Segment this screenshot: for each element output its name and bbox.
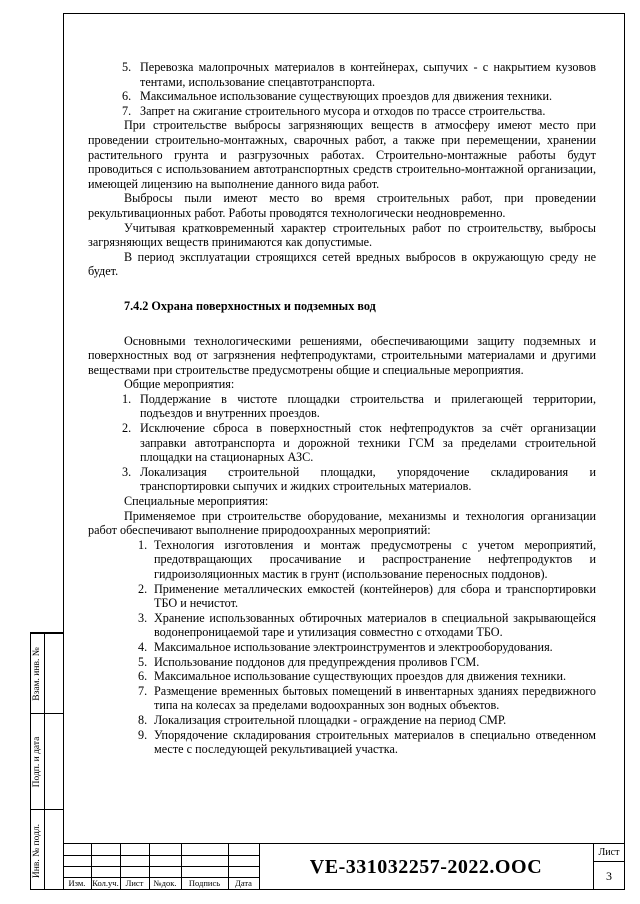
list-item-text: Упорядочение складирования строительных материалов в специально отведенном месте с последующей рекультивацией участка. [154,727,596,757]
list-item [88,465,596,494]
stamp-vzam-label: Взам. инв. № [32,646,42,701]
list-item-text: Хранение использованных обтирочных материалов в специальной закрывающейся водонепроницаемой таре и утилизация совместно с отходами ТБО. [154,610,596,640]
col-izm: Изм. [68,878,86,888]
list-item-text: Применение металлических емкостей (контейнеров) для сбора и транспортировки ТБО и нечистот. [154,581,596,611]
col-kolich: Кол.уч. [92,878,119,888]
list-item [88,684,596,713]
general-list [88,392,596,494]
list-item-text: Исключение сброса в поверхностный сток нефтепродуктов за счёт организации заправки автотранспорта и дорожной техники ГСМ за пределами строительной площадки на стационарных АЗС. [140,421,596,465]
sheet-number: 3 [606,869,612,883]
list-item [88,640,596,655]
col-data: Дата [235,878,252,888]
stamp-inv-label: Инв. № подл. [32,823,42,878]
list-item [88,669,596,684]
list-item [88,713,596,728]
section-heading: 7.4.2 Охрана поверхностных и подземных вод [124,298,376,313]
binding-stamp [30,632,63,890]
list-item-number: 1. [122,391,132,406]
list-item-text: Перевозка малопрочных материалов в контейнерах, сыпучих - с накрытием кузовов тентами, использование спецавтотранспорта. [140,60,596,89]
paragraph: В период эксплуатации строящихся сетей вредных выбросов в окружающую среду не будет. [88,249,596,279]
stamp-podp-label: Подп. и дата [32,736,42,787]
list-item-text: Размещение временных бытовых помещений в инвентарных зданиях передвижного типа на колесах за пределами водоохранных зон водных объектов. [154,683,596,713]
special-list [88,538,596,757]
list-item-text: Запрет на сжигание строительного мусора и отходов по трассе строительства. [140,103,546,118]
list-item-number: 2. [138,581,148,596]
stamp-vzam-cell [31,633,63,713]
list-item-number: 4. [138,639,148,654]
paragraph: Основными технологическими решениями, обеспечивающими защиту подземных и поверхностных вод от загрязнения нефтепродуктами, строительными материалами и другими веществами при строительстве предусмотрены общие и специальные мероприятия. [88,333,596,377]
col-ndok: №док. [153,878,177,888]
list-item-number: 9. [138,727,148,742]
list-item-text: Максимальное использование существующих проездов для движения техники. [154,669,567,684]
sheet-label: Лист [593,844,625,862]
col-podpis: Подпись [188,878,221,888]
list-item-number: 3. [138,610,148,625]
col-list: Лист [125,878,144,888]
list-item [88,392,596,421]
list-item-text: Технология изготовления и монтаж предусмотрены с учетом мероприятий, предотвращающих просачивание и распространение нефтепродуктов и гидроизоляционных мастик в грунт (использование переносных поддонов). [154,537,596,581]
paragraph: Применяемое при строительстве оборудование, механизмы и технология организации работ обеспечивают выполнение природоохранных мероприятий: [88,508,596,538]
list-item-text: Поддержание в чистоте площадки строительства и прилегающей территории, подъездов и внутренних проездов. [140,391,596,421]
list-item-text: Локализация строительной площадки, упорядочение складирования и транспортировки сыпучих и жидких строительных материалов. [140,464,596,494]
list-item [88,538,596,582]
list-item [88,728,596,757]
list-item-number: 8. [138,712,148,727]
stamp-inv-cell [31,809,63,891]
paragraph: При строительстве выбросы загрязняющих веществ в атмосферу имеют место при проведении строительно-монтажных, сварочных работ, а также при перемещении, хранении растительного грунта и разгрузочных работах. Строительно-монтажные работы будут проводиться с использованием автотранспортных средств строительно-монтажной организации, имеющей лицензию на выполнение данного вида работ. [88,118,596,191]
list-item-number: 7. [122,103,132,118]
list-item-number: 3. [122,464,132,479]
top-list [88,60,596,118]
list-item-number: 5. [122,60,132,74]
list-item-number: 5. [138,654,148,669]
paragraph: Выбросы пыли имеют место во время строительных работ, при проведении рекультивационных работ. Работы проводятся технологически неодновременно. [88,191,596,220]
list-item [88,89,596,104]
list-item-number: 6. [122,89,132,104]
list-item-text: Локализация строительной площадки - ограждение на период СМР. [154,712,507,727]
paragraph: Учитывая кратковременный характер строительных работ по строительству, выбросы загрязняющих веществ принимаются как допустимые. [88,220,596,250]
document-body [88,60,596,757]
subheading-general: Общие мероприятия: [124,377,235,392]
list-item-number: 2. [122,421,132,436]
list-item-text: Максимальное использование существующих проездов для движения техники. [140,89,553,104]
subheading-special: Специальные мероприятия: [124,494,269,509]
list-item-number: 7. [138,683,148,698]
list-item-text: Использование поддонов для предупреждения проливов ГСМ. [154,654,480,669]
list-item [88,655,596,670]
title-block [63,843,625,890]
list-item-text: Максимальное использование электроинструментов и электрооборудования. [154,639,553,654]
stamp-podp-cell [31,713,63,809]
list-item [88,421,596,465]
list-item [88,104,596,119]
list-item [88,611,596,640]
document-code: VE-331032257-2022.ООС [309,856,543,878]
list-item-number: 1. [138,537,148,552]
list-item-number: 6. [138,669,148,684]
list-item [88,60,596,89]
list-item [88,582,596,611]
